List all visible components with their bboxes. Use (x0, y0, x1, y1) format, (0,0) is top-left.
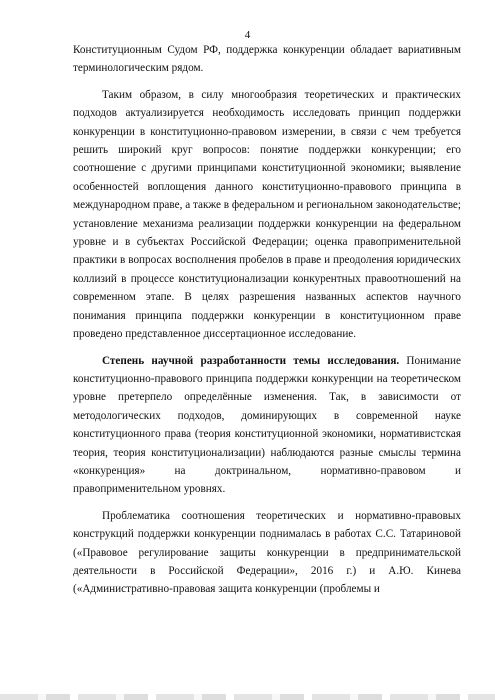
paragraph-research-degree-text: Понимание конституционно-правового принципа поддержки конкуренции на теоретическом уровне претерпело определённые изменения. Так, в зависимости от методологических подходов, доминирующих в современной науке конституционного права (теория конституционной экономики, нормативистская теория, теория конституционализации) наблюдаются разные смыслы термина «конкуренция» на доктринальном, нормативно-правовом и правоприменительном уровнях. (73, 354, 461, 496)
scan-edge-artifact (0, 694, 495, 700)
section-heading-research-degree: Степень научной разработанности темы исследования. (102, 354, 400, 367)
document-body (73, 41, 461, 599)
paragraph-continuation: Конституционным Судом РФ, поддержка конкуренции обладает вариативным терминологическим рядом. (73, 44, 461, 75)
paragraph-research-degree (73, 352, 461, 499)
paragraph-literature: Проблематика соотношения теоретических и нормативно-правовых конструкций поддержки конкуренции поднималась в работах С.С. Татариновой («Правовое регулирование защиты конкуренции в предпринимательской деятельности в Российской Федерации», 2016 г.) и А.Ю. Кинева («Административно-правовая защита конкуренции (проблемы и (73, 509, 461, 596)
page-number: 4 (244, 29, 251, 41)
paragraph-relevance: Таким образом, в силу многообразия теоретических и практических подходов актуализируется необходимость исследовать принцип поддержки конкуренции в конституционно-правовом измерении, в связи с чем требуется решить широкий круг вопросов: понятие поддержки конкуренции; его соотношение с другими принципами конституционной экономики; выявление особенностей воплощения данного конституционно-правового принципа в международном праве, а также в федеральном и региональном законодательстве; установление механизма реализации поддержки конкуренции на федеральном уровне и в субъектах Российской Федерации; оценка правоприменительной практики в вопросах восполнения пробелов в праве и преодоления юридических коллизий в процессе конституционализации конкурентных правоотношений на современном этапе. В целях разрешения названных аспектов научного понимания принципа поддержки конкуренции в конституционном праве проведено представленное диссертационное исследование. (73, 88, 461, 341)
